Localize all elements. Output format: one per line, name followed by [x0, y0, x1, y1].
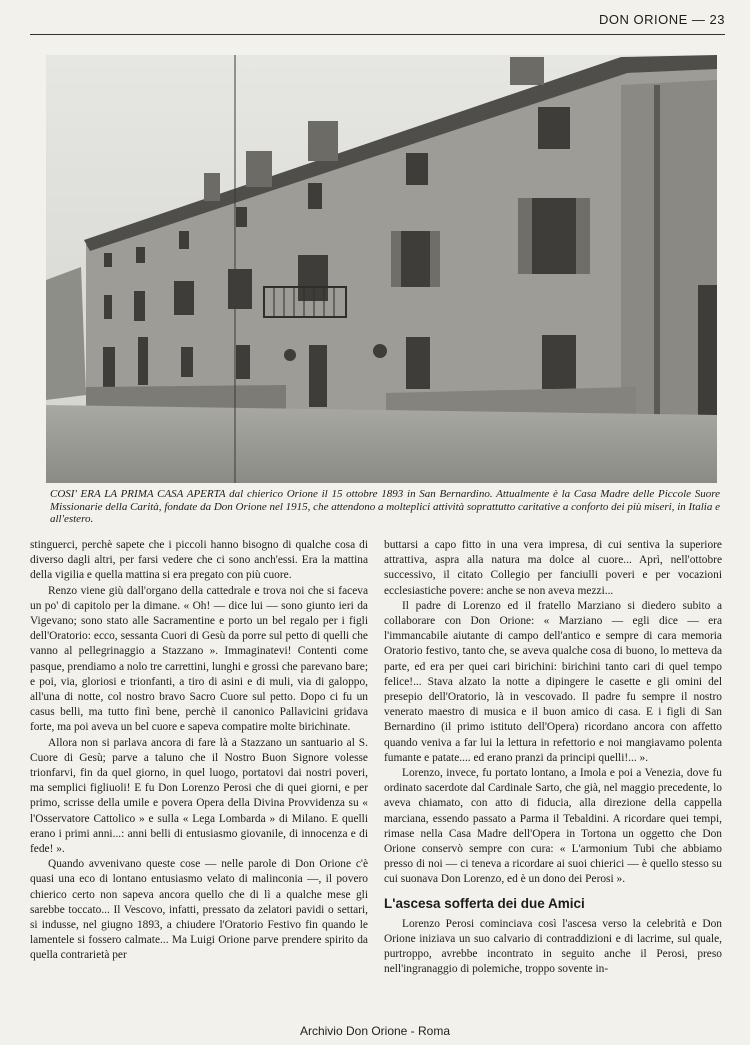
photo-illustration	[46, 55, 717, 483]
archive-footer: Archivio Don Orione - Roma	[299, 1024, 451, 1038]
paragraph: Lorenzo Perosi cominciava così l'ascesa verso la celebrità e Don Orione iniziava un suo calvario di contraddizioni e di lacrime, sul quale, purtroppo, avrebbe incontrato in seguito anche il Perosi, preso nell'ingranaggio di polemiche, troppo sovente in-	[384, 917, 722, 976]
section-title: L'ascesa sofferta dei due Amici	[384, 895, 585, 911]
paragraph: Quando avvenivano queste cose — nelle parole di Don Orione c'è quasi una eco di lontano entusiasmo velato di malinconia —, il povero chierico certo non sapeva ancora quello che di lì a qualche mese gli sarebbe toccato... Il Vescovo, infatti, pressato da zelatori pavidi o settari, si indusse, nel giugno 1893, a chiudere l'Oratorio Festivo fin quando le lamentele si fossero calmate... Ma Luigi Orione parve prendere spirito da quella contrarietà per	[30, 858, 368, 962]
paragraph: stinguerci, perchè sapete che i piccoli hanno bisogno di qualche cosa di diverso dagli altri, per farsi vedere che ci sono anch'essi. Era la mattina della vigilia e quella mattina si era pregato con più cuore.	[30, 539, 368, 582]
paragraph: Lorenzo, invece, fu portato lontano, a Imola e poi a Venezia, dove fu ordinato sacerdote dal Cardinale Sarto, che già, nel maggio precedente, lo aveva chiamato, con atto di fiducia, alla direzione della cappella marciana, essendo passato a Parma il Tebaldini. A ricordare quei tempi, rimase nella Casa Madre dell'Opera in Tortona un oggetto che Don Orione conservò sempre con cura: « L'armonium Tubi che abbiamo presso di noi — ci teneva a ricordare ai suoi chierici — è quello stesso su cui suonava Don Lorenzo, ed è un dono dei Perosi ».	[384, 767, 722, 886]
running-head: DON ORIONE — 23	[599, 12, 725, 27]
page-header	[30, 10, 725, 35]
paragraph: Renzo viene giù dall'organo della cattedrale e trova noi che si faceva un po' di capitolo per la dimane. « Oh! — dice lui — sono giunto ieri da Vigevano; sono stato alle Sacramentine e porto un bel regalo per i figli dell'Oratorio: ecco, sessanta Cuori di Gesù da porre sul petto di quelli che vanno al pellegrinaggio a Stazzano ». Immaginatevi! Contenti come pasque, prendiamo a nolo tre carrettini, lunghi e grossi che parevano bare; e poi, via, gloriosi e trionfanti, a tiro di asini e di muli, via di galoppo, all'una di notte, col nostro bravo Sacro Cuore sul petto. Dopo ci fu un casus belli, ma tutto finì bene, perchè il canonico Pallavicini gridava forte, ma poi aveva un bel cuore e sapeva compatire molte birichinate.	[30, 584, 368, 734]
paragraph: Il padre di Lorenzo ed il fratello Marziano si diedero subito a collaborare con Don Orione: « Marziano — egli dice — era l'immancabile aiutante di campo dell'antico e sempre di cara memoria Oratorio festivo, tanto che, se aveva qualche cosa di buono, lo metteva da parte, ed era per quei cari birichini: birichini tanto cari di quel tempo felice!... Stava alzato la notte a dipingere le casette e gli omini del presepio dell'Oratorio, là in vescovado. Il padre fu sempre il nostro venerato maestro di musica e il buon amico di casa. E i figli di San Bernardino (il primo istituto dell'Opera) ricordano ancora con affetto quando veniva a far lui la lettura in refettorio e noi mangiavamo polenta fumante e patate.... ed erano pranzi da principi quelli!... ».	[384, 599, 722, 764]
paragraph: buttarsi a capo fitto in una vera impresa, di cui sentiva la superiore attrattiva, aspra alla natura ma dolce al cuore... Aprì, nell'ottobre successivo, il citato Collegio per fanciulli poveri e per vocazioni ecclesiastiche povere: anche se non aveva mezzi...	[384, 539, 722, 597]
photo-caption: COSI' ERA LA PRIMA CASA APERTA dal chierico Orione il 15 ottobre 1893 in San Bernardino. Attualmente è la Casa Madre delle Piccole Suore Missionarie della Carità, fondate da Don Orione nel 1915, che attendono a molteplici attività soprattutto caritative a conforto dei più miseri, in Italia e all'estero.	[50, 488, 720, 525]
left-column	[30, 538, 368, 1018]
right-column	[384, 538, 722, 978]
paragraph: Allora non si parlava ancora di fare là a Stazzano un santuario al S. Cuore di Gesù; parve a taluno che il Nostro Buon Signore volesse trionfarvi, fin da quel giorno, in quel luogo, portatovi dai nostri poveri, ma semplici figliuoli! E fu Don Lorenzo Perosi che di quei giorni, e per primo, scrisse della umile e povera Opera della Divina Provvidenza su « l'Osservatore Cattolico » e sulla « Lega Lombarda » di Milano. E quelli erano i primi anni...: anni belli di entusiasmo giovanile, di innocenza e di fede! ».	[30, 736, 368, 856]
building-photo	[46, 55, 717, 483]
